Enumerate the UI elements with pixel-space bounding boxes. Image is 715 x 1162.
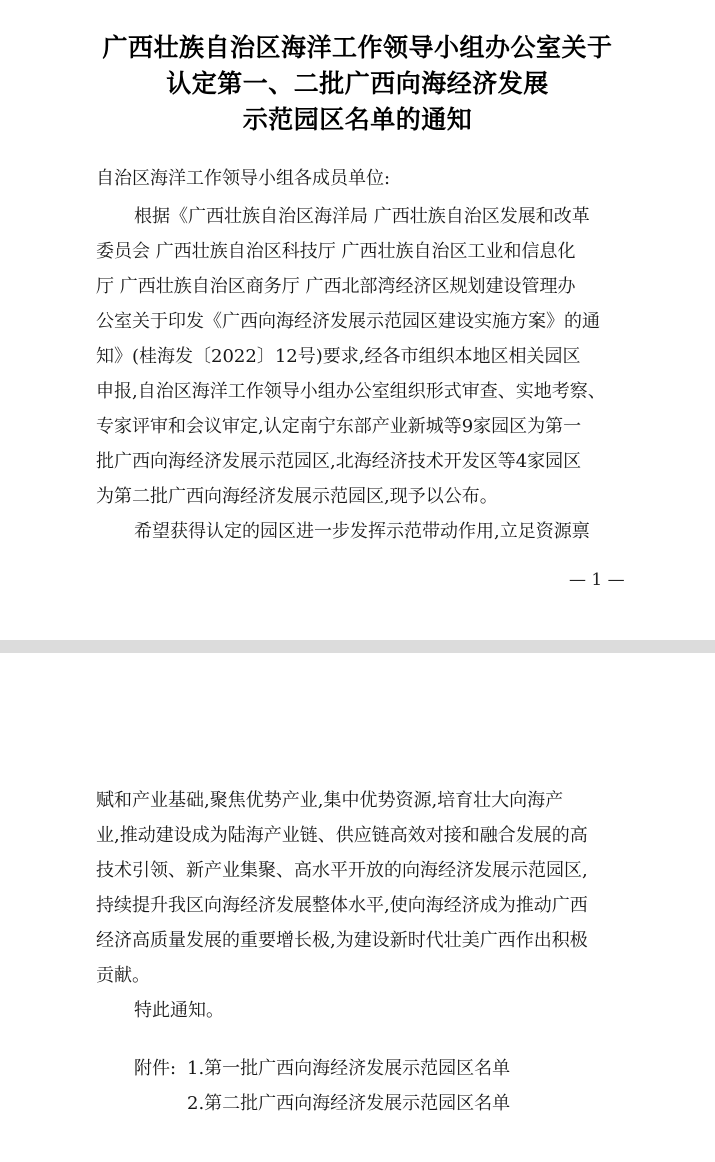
document-page-2 [0,653,715,1162]
body-line: 为第二批广西向海经济发展示范园区,现予以公布。 [96,486,498,507]
page-number: — 1 — [569,570,625,590]
body-line: 委员会 广西壮族自治区科技厅 广西壮族自治区工业和信息化 [96,241,576,262]
body-line: 持续提升我区向海经济发展整体水平,使向海经济成为推动广西 [96,895,588,916]
body-line: 厅 广西壮族自治区商务厅 广西北部湾经济区规划建设管理办 [96,276,576,297]
closing-text: 特此通知。 [134,1000,224,1021]
body-line: 希望获得认定的园区进一步发挥示范带动作用,立足资源禀 [134,521,590,542]
body-line: 专家评审和会议审定,认定南宁东部产业新城等9家园区为第一 [96,416,582,437]
attachment-item: 1.第一批广西向海经济发展示范园区名单 [187,1058,511,1079]
body-line: 批广西向海经济发展示范园区,北海经济技术开发区等4家园区 [96,451,582,472]
body-line: 经济高质量发展的重要增长极,为建设新时代壮美广西作出积极 [96,930,588,951]
body-line: 根据《广西壮族自治区海洋局 广西壮族自治区发展和改革 [134,206,590,227]
body-line: 知》(桂海发〔2022〕12号)要求,经各市组织本地区相关园区 [96,346,581,367]
body-line: 贡献。 [96,965,150,986]
body-line: 业,推动建设成为陆海产业链、供应链高效对接和融合发展的高 [96,825,588,846]
attachment-item: 2.第二批广西向海经济发展示范园区名单 [187,1093,511,1114]
body-line: 公室关于印发《广西向海经济发展示范园区建设实施方案》的通 [96,311,600,332]
attachments-label: 附件: [134,1058,177,1079]
body-line: 赋和产业基础,聚焦优势产业,集中优势资源,培育壮大向海产 [96,790,564,811]
body-line: 申报,自治区海洋工作领导小组办公室组织形式审查、实地考察、 [96,381,606,402]
notice-title-line-1: 广西壮族自治区海洋工作领导小组办公室关于 [102,33,613,62]
notice-title-line-3: 示范园区名单的通知 [242,105,473,134]
page-separator [0,640,715,653]
salutation: 自治区海洋工作领导小组各成员单位: [96,168,391,189]
notice-title-line-2: 认定第一、二批广西向海经济发展 [166,69,549,98]
body-line: 技术引领、新产业集聚、高水平开放的向海经济发展示范园区, [96,860,588,881]
